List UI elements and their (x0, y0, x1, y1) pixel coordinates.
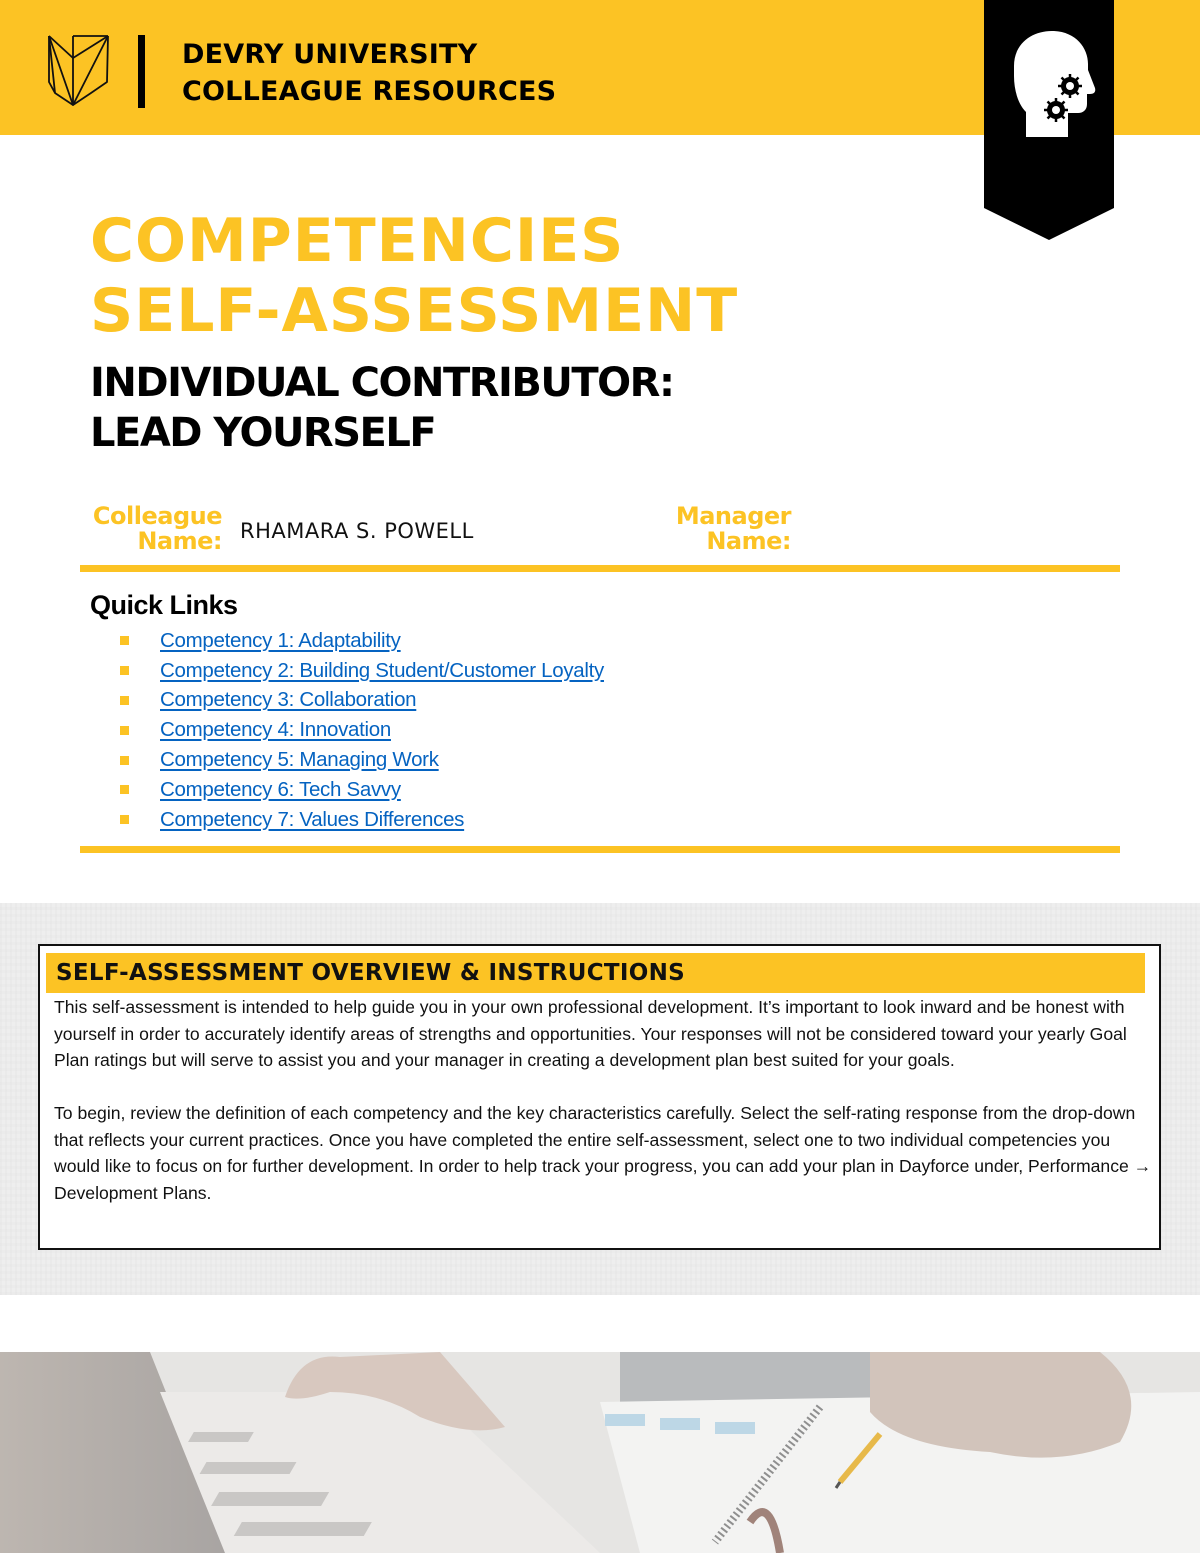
list-item (120, 805, 604, 835)
bullet-icon (120, 726, 129, 735)
quick-links-list (120, 626, 604, 835)
org-name-line1: DEVRY UNIVERSITY (182, 39, 478, 70)
manager-label-line1: Manager (675, 502, 791, 530)
subtitle-line2: LEAD YOURSELF (90, 410, 436, 456)
colleague-name-field[interactable]: RHAMARA S. POWELL (240, 519, 474, 543)
manager-label-line2: Name: (706, 527, 791, 555)
photo-illustration (0, 1352, 1200, 1553)
bullet-icon (120, 636, 129, 645)
list-item (120, 715, 604, 745)
bullet-icon (120, 785, 129, 794)
link-competency-6[interactable]: Competency 6: Tech Savvy (160, 777, 401, 801)
link-competency-5[interactable]: Competency 5: Managing Work (160, 748, 439, 772)
link-competency-7[interactable]: Competency 7: Values Differences (160, 807, 465, 831)
banner-ribbon (984, 0, 1114, 240)
list-item (120, 686, 604, 716)
bullet-icon (120, 815, 129, 824)
bullet-icon (120, 666, 129, 675)
org-name (182, 36, 556, 110)
list-item (120, 656, 604, 686)
devry-shield-logo-icon (46, 32, 118, 108)
bullet-icon (120, 756, 129, 765)
page-subtitle (90, 358, 673, 458)
list-item (120, 745, 604, 775)
page-title (90, 206, 738, 346)
list-item (120, 626, 604, 656)
link-competency-4[interactable]: Competency 4: Innovation (160, 718, 391, 742)
link-competency-3[interactable]: Competency 3: Collaboration (160, 688, 417, 712)
manager-name-label (660, 504, 791, 554)
title-line1: COMPETENCIES (90, 206, 625, 276)
overview-box (38, 944, 1161, 1250)
logo-divider (138, 35, 145, 108)
title-line2: SELF-ASSESSMENT (90, 276, 739, 346)
colleague-label-line2: Name: (137, 527, 222, 555)
overview-paragraph-1: This self-assessment is intended to help guide you in your own professional development. It’s important to look inward and be honest with yourself in order to accurately identify areas of strengths and opportunities. Your responses will not be considered toward your yearly Goal Plan ratings but will serve to assist you and your manager in creating a development plan best suited for your goals. (54, 997, 1127, 1070)
list-item (120, 775, 604, 805)
link-competency-1[interactable]: Competency 1: Adaptability (160, 628, 401, 652)
overview-heading: SELF-ASSESSMENT OVERVIEW & INSTRUCTIONS (46, 953, 1145, 993)
colleague-name-label (80, 504, 222, 554)
overview-paragraph-2: To begin, review the definition of each competency and the key characteristics carefully. Select the self-rating response from the drop-down that reflects your current practices. Once you have completed the entire self-assessment, select one to two individual competencies you would like to focus on for further development. In order to help track your progress, you can add your plan in Dayforce under, Performance → Development Plans. (54, 1103, 1152, 1203)
hero-photo-laptop-notebook (0, 1352, 1200, 1553)
org-name-line2: COLLEAGUE RESOURCES (182, 76, 557, 107)
divider-bottom (80, 846, 1120, 853)
colleague-label-line1: Colleague (92, 502, 222, 530)
overview-body (54, 994, 1159, 1206)
quick-links-title: Quick Links (90, 590, 238, 620)
subtitle-line1: INDIVIDUAL CONTRIBUTOR: (90, 360, 674, 406)
link-competency-2[interactable]: Competency 2: Building Student/Customer Loyalty (160, 658, 604, 682)
bullet-icon (120, 696, 129, 705)
divider-top (80, 565, 1120, 572)
